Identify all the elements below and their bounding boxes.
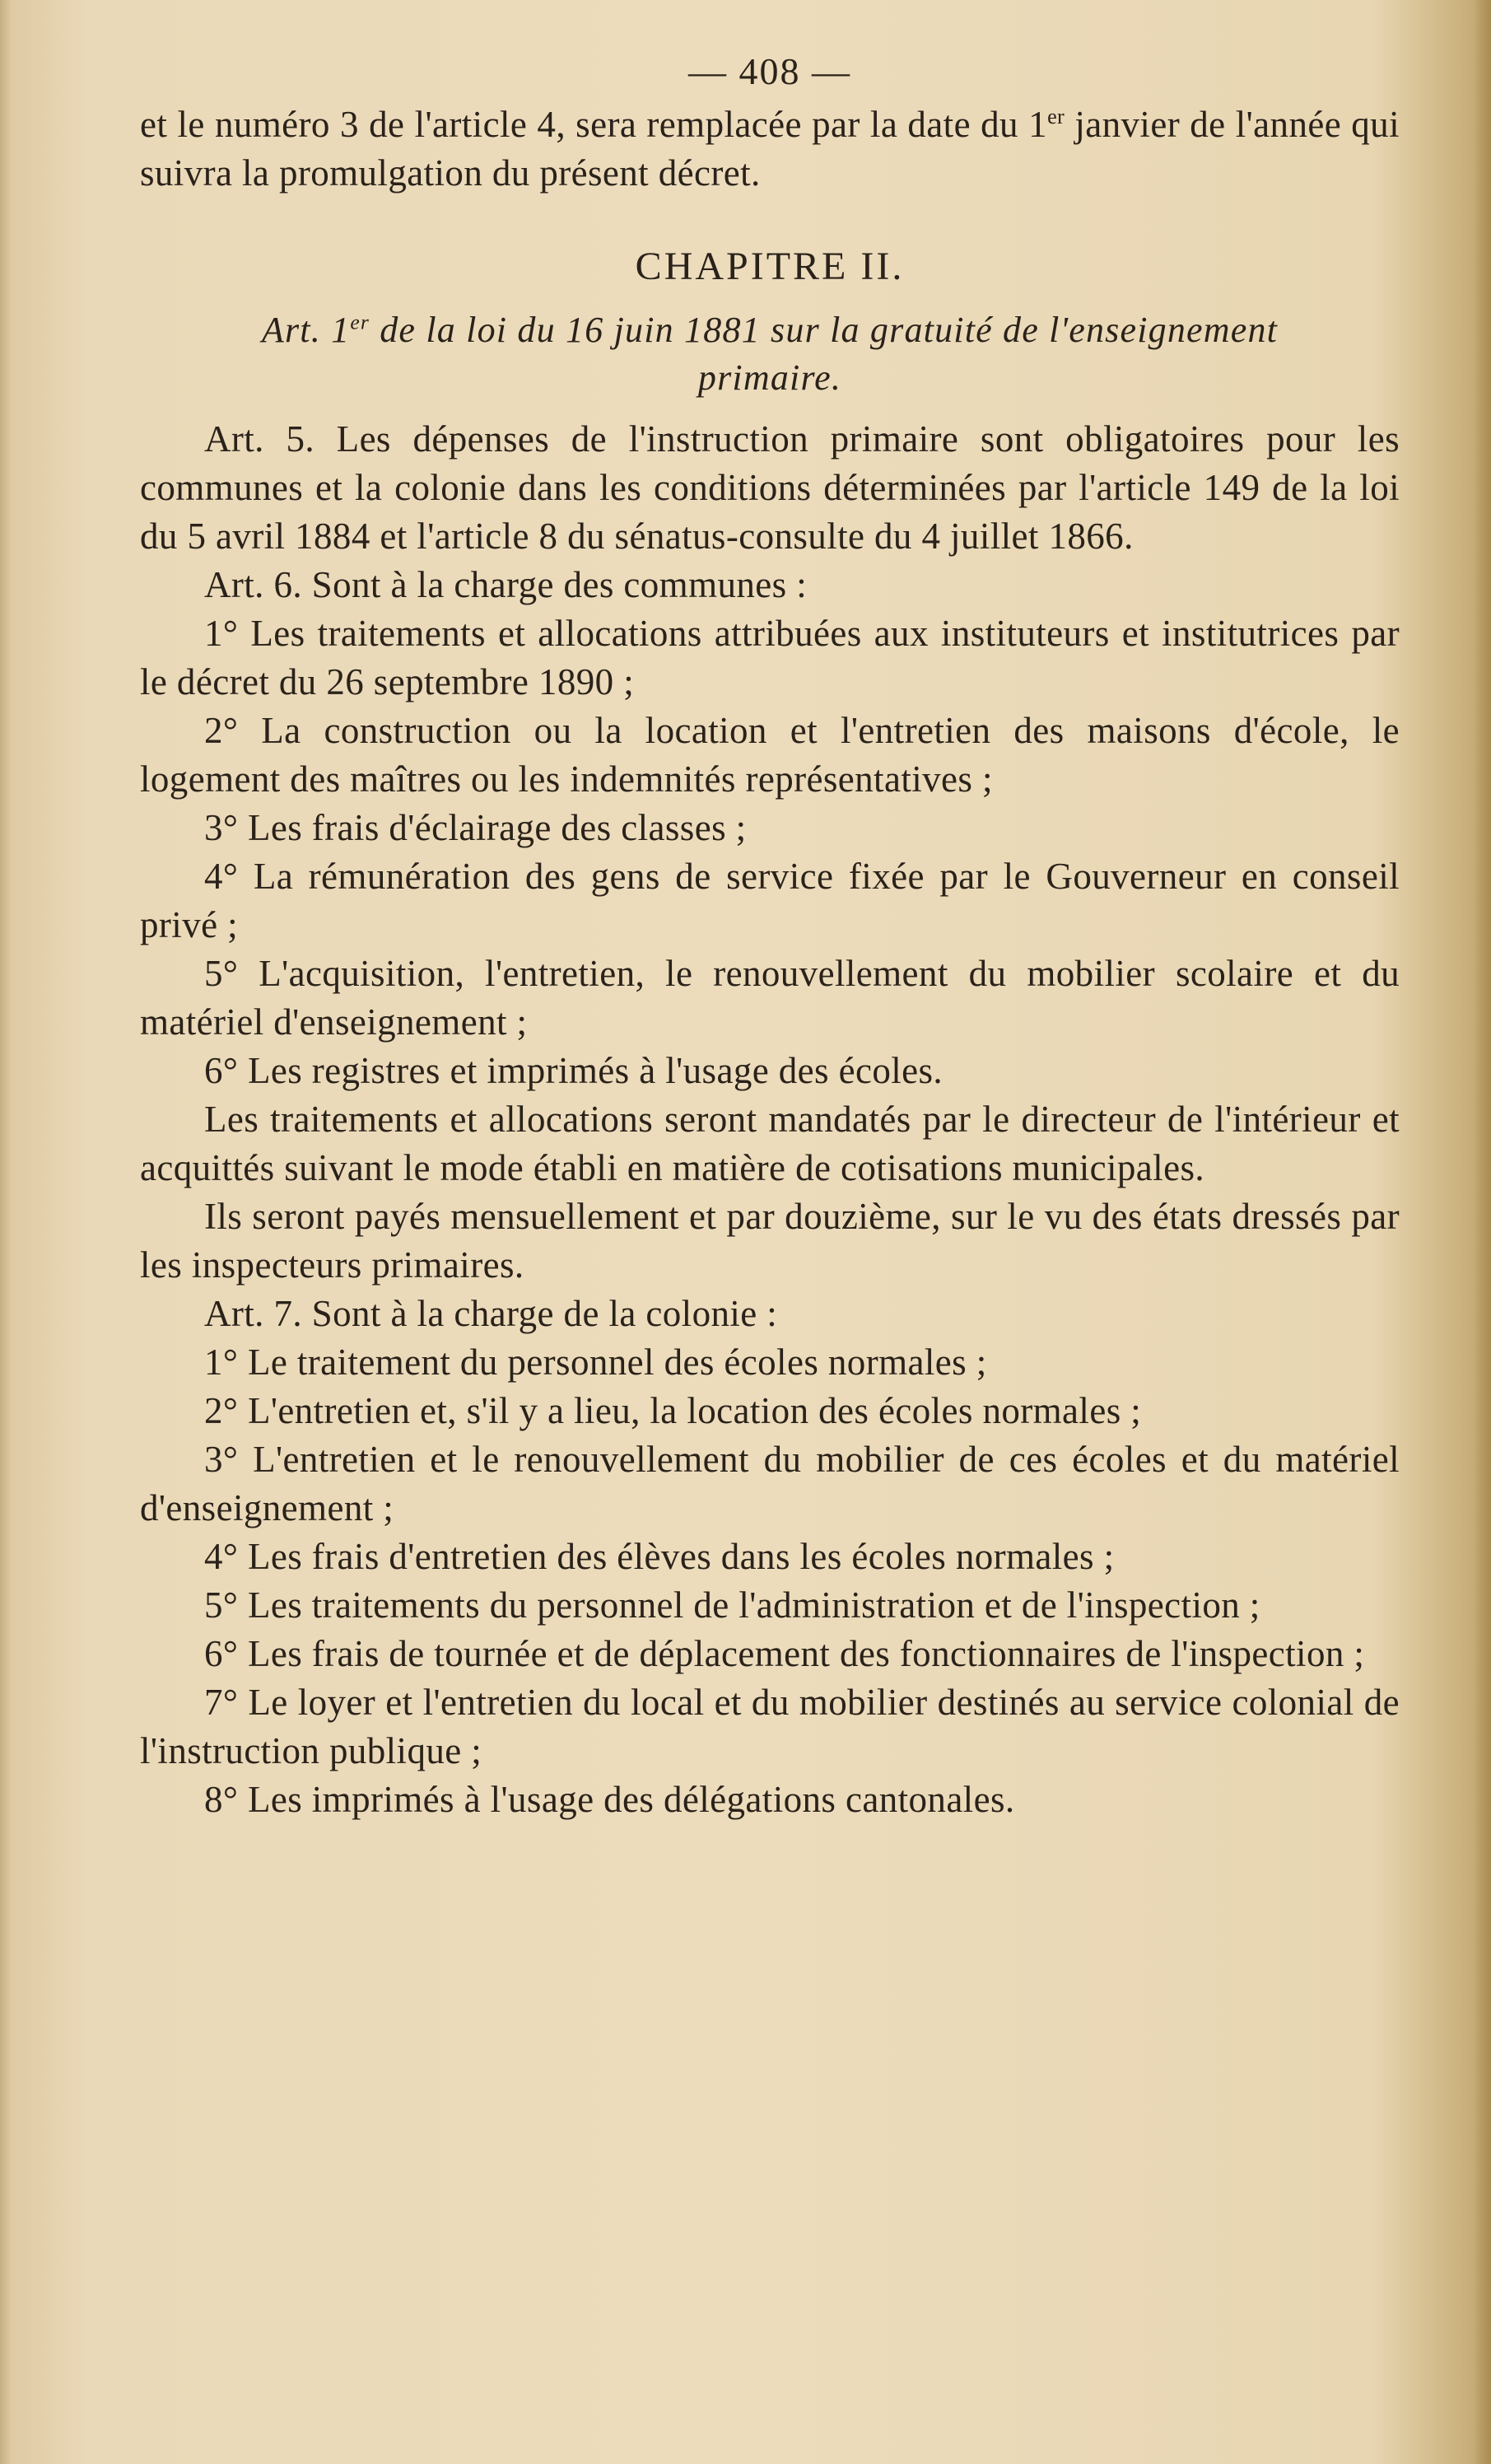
list-item: 2° La construction ou la location et l'entretien des maisons d'école, le logement des maîtres ou les indemnités représentatives ; — [140, 710, 1400, 800]
list-item: 8° Les imprimés à l'usage des délégations cantonales. — [204, 1779, 1015, 1820]
paragraph-art-7: Art. 7. Sont à la charge de la colonie : — [204, 1293, 778, 1334]
chapter-title: CHAPITRE II. — [635, 245, 905, 288]
chapter-subtitle-superscript: er — [350, 310, 370, 334]
list-item: 5° L'acquisition, l'entretien, le renouvellement du mobilier scolaire et du matériel d'enseignement ; — [140, 953, 1400, 1043]
paragraph-payment: Ils seront payés mensuellement et par douzième, sur le vu des états dressés par les inspecteurs primaires. — [140, 1196, 1400, 1286]
list-item: 5° Les traitements du personnel de l'administration et de l'inspection ; — [204, 1584, 1260, 1626]
paragraph-art-5: Art. 5. Les dépenses de l'instruction primaire sont obligatoires pour les communes et la colonie dans les conditions déterminées par l'article 149 de la loi du 5 avril 1884 et l'article 8 du sénatus-consulte du 4 juillet 1866. — [140, 418, 1400, 557]
opening-text-after: janvier de l'année qui suivra la promulgation du présent décret. — [140, 104, 1400, 194]
list-item: 1° Le traitement du personnel des écoles normales ; — [204, 1342, 987, 1383]
list-item: 6° Les registres et imprimés à l'usage des écoles. — [204, 1050, 944, 1091]
left-page-shading — [0, 0, 12, 2464]
list-item: 3° L'entretien et le renouvellement du mobilier de ces écoles et du matériel d'enseignement ; — [140, 1439, 1400, 1528]
paragraph-mandates: Les traitements et allocations seront mandatés par le directeur de l'intérieur et acquittés suivant le mode établi en matière de cotisations municipales. — [140, 1099, 1400, 1188]
text-block — [140, 43, 1400, 1824]
list-item: 6° Les frais de tournée et de déplacement des fonctionnaires de l'inspection ; — [204, 1633, 1365, 1674]
opening-superscript: er — [1047, 105, 1065, 128]
right-page-edge — [1473, 0, 1491, 2464]
opening-text-before: et le numéro 3 de l'article 4, sera remplacée par la date du 1 — [140, 104, 1048, 145]
chapter-subtitle-part-b: de la loi du 16 juin 1881 sur la gratuité de l'enseignement primaire. — [370, 310, 1279, 398]
opening-paragraph — [140, 100, 1400, 198]
list-item: 7° Le loyer et l'entretien du local et du mobilier destinés au service colonial de l'instruction publique ; — [140, 1682, 1400, 1771]
list-item: 1° Les traitements et allocations attribuées aux instituteurs et institutrices par le décret du 26 septembre 1890 ; — [140, 613, 1400, 702]
list-item: 4° Les frais d'entretien des élèves dans les écoles normales ; — [204, 1536, 1115, 1577]
chapter-subtitle-part-a: Art. 1 — [261, 310, 351, 350]
list-item: 3° Les frais d'éclairage des classes ; — [204, 807, 747, 848]
chapter-subtitle — [189, 306, 1350, 402]
page-number: — 408 — — [688, 50, 851, 92]
list-item: 4° La rémunération des gens de service fixée par le Gouverneur en conseil privé ; — [140, 856, 1400, 945]
list-item: 2° L'entretien et, s'il y a lieu, la location des écoles normales ; — [204, 1390, 1142, 1431]
paragraph-art-6: Art. 6. Sont à la charge des communes : — [204, 564, 808, 605]
